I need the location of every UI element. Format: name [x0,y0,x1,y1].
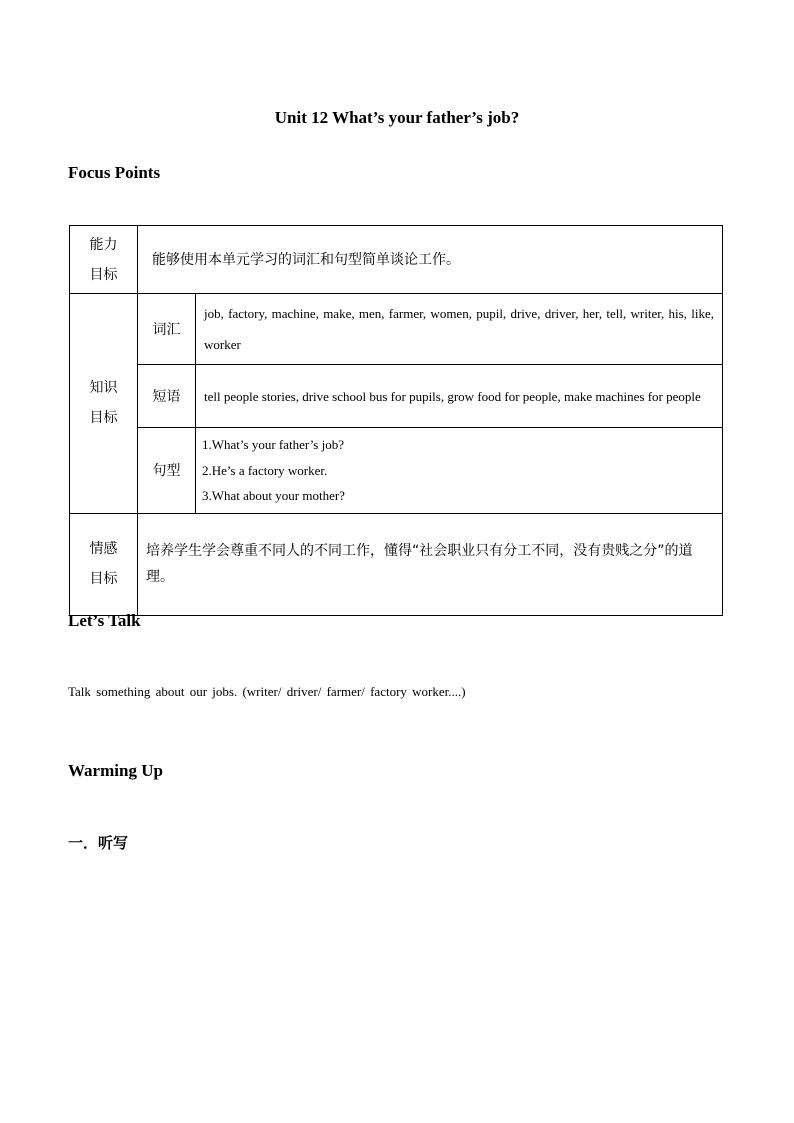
emotion-label: 情感 目标 [70,513,138,615]
talk-instruction: Talk something about our jobs. (writer/ driver/ farmer/ factory worker....) [68,684,466,699]
pattern-line: 3.What about your mother? [202,488,345,503]
knowledge-label: 知识 目标 [70,294,138,514]
pattern-row [70,428,723,514]
warming-up-heading: Warming Up [68,761,163,780]
dictation-heading: 一．听写 [68,834,129,852]
vocab-label: 词汇 [138,294,196,365]
ability-content: 能够使用本单元学习的词汇和句型简单谈论工作。 [138,226,723,294]
vocab-content: job, factory, machine, make, men, farmer, women, pupil, drive, driver, her, tell, writer, his, like, worker [196,294,723,365]
phrase-content: tell people stories, drive school bus for pupils, grow food for people, make machines for people [196,365,723,428]
pattern-content [196,428,723,514]
emotion-content: 培养学生学会尊重不同人的不同工作，懂得“社会职业只有分工不同，没有贵贱之分”的道理。 [138,513,723,615]
phrase-label: 短语 [138,365,196,428]
ability-label: 能力 目标 [70,226,138,294]
emotion-row [70,513,723,615]
ability-row [70,226,723,294]
pattern-label: 句型 [138,428,196,514]
pattern-line: 1.What’s your father’s job? [202,437,344,452]
focus-points-heading: Focus Points [68,163,161,182]
focus-points-table [69,225,723,616]
unit-title: Unit 12 What’s your father’s job? [274,108,520,127]
vocab-row [70,294,723,365]
pattern-line: 2.He’s a factory worker. [202,462,328,478]
lets-talk-heading: Let’s Talk [68,611,141,630]
phrase-row [70,365,723,428]
